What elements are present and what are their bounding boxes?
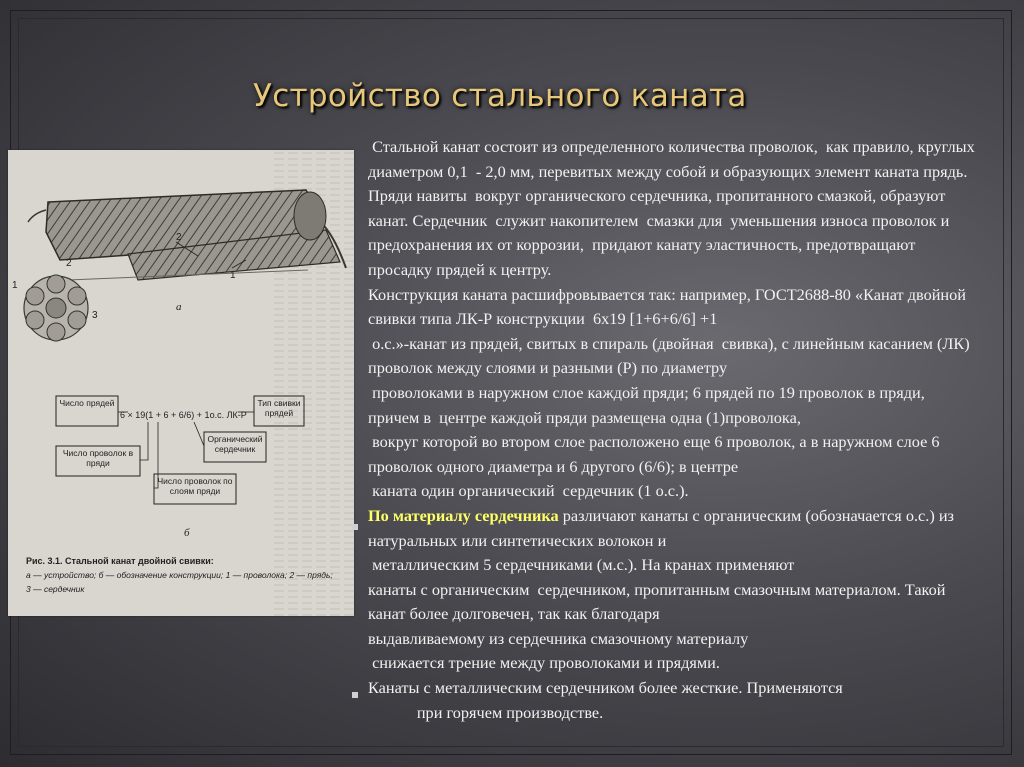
paragraph-rope-composition: Стальной канат состоит из определенного количества проволок, как правило, круглых диаметром 0,1 - 2,0 мм, перевитых между собой и образующих элемент каната прядь. Пряди навиты вокруг органического сердечника, пропитанного смазкой, образуют канат. Сердечник служит накопителем смазки для уменьшения износа проволок и предохранения их от коррозии, придают канату эластичность, предотвращают просадку прядей к центру. bbox=[368, 137, 979, 279]
box-wires-layers-label: Число проволок по слоям пряди bbox=[157, 476, 233, 496]
bullet-marker bbox=[352, 524, 358, 530]
construction-scheme bbox=[56, 396, 304, 539]
rope-formula: 6 × 19(1 + 6 + 6/6) + 1o.c. ЛК-Р bbox=[120, 410, 247, 420]
rope-figure bbox=[8, 150, 354, 616]
caption-line-1: а — устройство; б — обозначение конструкции; 1 — проволока; 2 — прядь; bbox=[26, 570, 333, 580]
paragraph-core-material bbox=[368, 504, 980, 676]
core-material-text: различают канаты с органическим (обозначается о.с.) из натуральных или синтетических волокон и металлическим 5 сердечниками (м.с.). На кранах применяют канаты с органическим сердечником, пропитанным смазочным материалом. Такой канат более долговечен, так как благодаря выдавливаемому из сердечника смазочному материалу снижается трение между проволоками и прядями. bbox=[368, 505, 954, 673]
paragraph-metal-core: Канаты с металлическим сердечником более жесткие. Применяются при горячем производстве. bbox=[368, 678, 843, 722]
rope-diagram bbox=[8, 150, 354, 616]
figure-label-a: а bbox=[176, 301, 182, 313]
figure-label-b: б bbox=[184, 527, 190, 539]
bullet-marker-2 bbox=[352, 692, 358, 698]
callout-3: 3 bbox=[92, 310, 98, 321]
core-material-highlight: По материалу сердечника bbox=[368, 505, 559, 525]
body-text bbox=[368, 135, 980, 725]
box-strands-label: Число прядей bbox=[59, 398, 115, 408]
callout-2-section: 2 bbox=[66, 258, 72, 269]
caption-title: Рис. 3.1. Стальной канат двойной свивки: bbox=[26, 556, 214, 566]
box-organic-label: Органический сердечник bbox=[207, 434, 263, 454]
slide-title: Устройство стального каната bbox=[253, 78, 747, 114]
callout-1-section: 1 bbox=[12, 280, 18, 291]
box-wires-label: Число проволок в пряди bbox=[62, 448, 134, 468]
rope-cross-section bbox=[24, 275, 88, 341]
paragraph-rope-designation: Конструкция каната расшифровывается так: например, ГОСТ2688-80 «Канат двойной свивки типа ЛК-Р конструкции 6х19 [1+6+6/6] +1 о.с.»-канат из прядей, свитых в спираль (двойная свивка), с линейным касанием (ЛК) проволок между слоями и разными (Р) по диаметру проволоками в наружном слое каждой пряди; 6 прядей по 19 проволок в пряди, причем в центре каждой пряди размещена одна (1)проволока, вокруг которой во втором слое расположено еще 6 проволок, а в наружном слое 6 проволок одного диаметра и 6 другого (6/6); в центре каната один органический сердечник (1 о.с.). bbox=[368, 284, 970, 501]
box-type-label: Тип свивки прядей bbox=[257, 398, 301, 418]
caption-line-2: 3 — сердечник bbox=[26, 584, 85, 594]
callout-1: 1 bbox=[230, 270, 236, 281]
callout-2: 2 bbox=[176, 232, 182, 243]
